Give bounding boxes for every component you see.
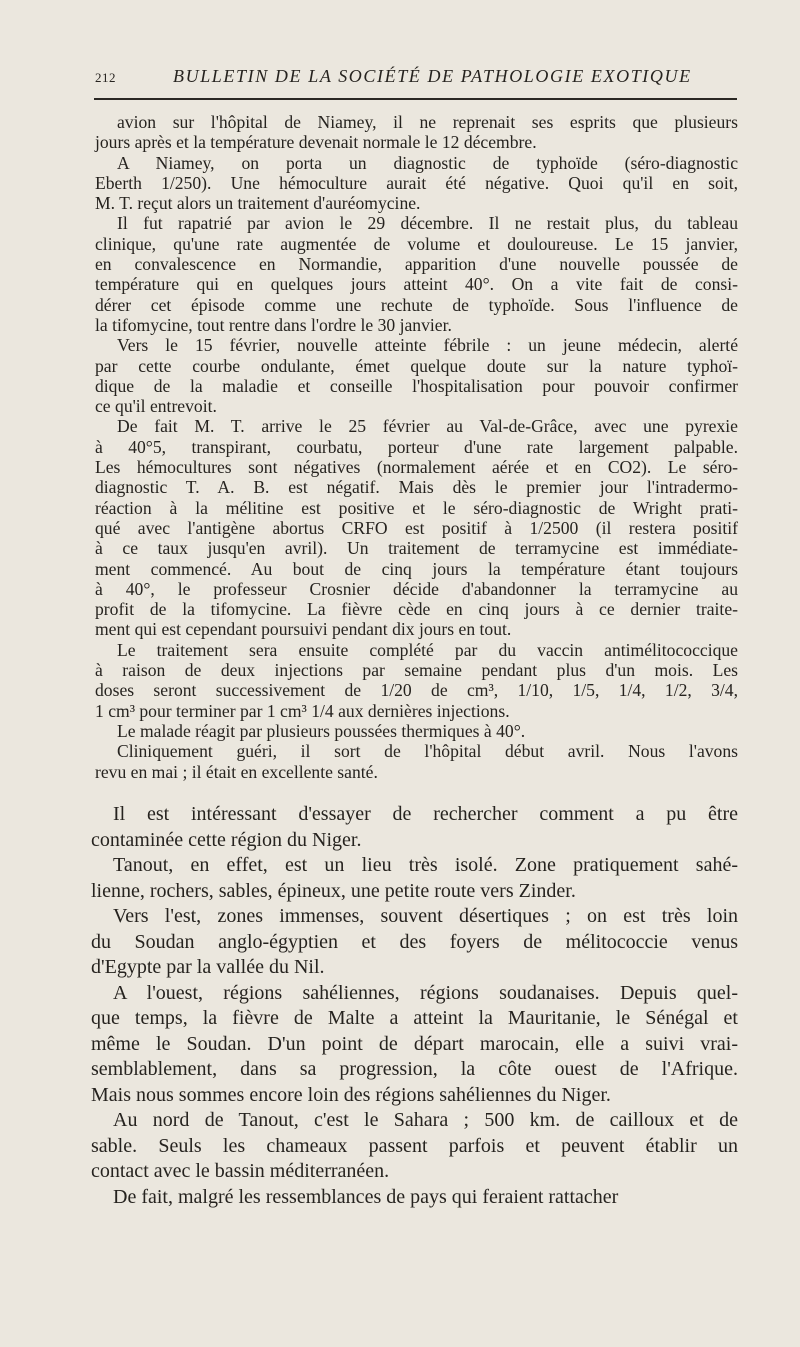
discussion-text: [91, 802, 738, 1210]
case-report-line: ce qu'il entrevoit.: [95, 396, 217, 417]
discussion-line: du Soudan anglo-égyptien et des foyers de mélitococcie venus: [91, 930, 738, 953]
case-report-line: à ce taux jusqu'en avril). Un traitement de terramycine est immédiate-: [95, 538, 738, 559]
page-header: [95, 66, 737, 96]
discussion-line: lienne, rochers, sables, épineux, une petite route vers Zinder.: [91, 879, 576, 902]
discussion-line: sable. Seuls les chameaux passent parfois et peuvent établir un: [91, 1134, 738, 1157]
case-report-line: Vers le 15 février, nouvelle atteinte fébrile : un jeune médecin, alerté: [117, 335, 738, 356]
discussion-line: Mais nous sommes encore loin des régions sahéliennes du Niger.: [91, 1083, 611, 1106]
case-report-line: Les hémocultures sont négatives (normalement aérée et en CO2). Le séro-: [95, 457, 738, 478]
discussion-line: contact avec le bassin méditerranéen.: [91, 1160, 390, 1182]
case-report-line: dérer cet épisode comme une rechute de typhoïde. Sous l'influence de: [95, 294, 738, 315]
case-report-text: [95, 112, 738, 782]
case-report-line: revu en mai ; il était en excellente santé.: [95, 761, 378, 782]
discussion-line: De fait, malgré les ressemblances de pays qui feraient rattacher: [113, 1185, 619, 1208]
case-report-line: Le traitement sera ensuite complété par du vaccin antimélitococcique: [117, 639, 738, 660]
case-report-line: De fait M. T. arrive le 25 février au Val-de-Grâce, avec une pyrexie: [117, 416, 738, 437]
case-report-line: Il fut rapatrié par avion le 29 décembre. Il ne restait plus, du tableau: [117, 213, 738, 234]
case-report-line: la tifomycine, tout rentre dans l'ordre le 30 janvier.: [95, 314, 452, 335]
case-report-line: ment qui est cependant poursuivi pendant dix jours en tout.: [95, 619, 512, 640]
case-report-line: par cette courbe ondulante, émet quelque doute sur la nature typhoï-: [95, 355, 738, 376]
discussion-line: semblablement, dans sa progression, la côte ouest de l'Afrique.: [91, 1058, 738, 1080]
case-report-line: qué avec l'antigène abortus CRFO est positif à 1/2500 (il restera positif: [95, 517, 738, 538]
discussion-line: Il est intéressant d'essayer de rechercher comment a pu être: [113, 803, 738, 825]
case-report-line: Cliniquement guéri, il sort de l'hôpital début avril. Nous l'avons: [117, 741, 738, 762]
case-report-line: dique de la maladie et conseille l'hospitalisation pour pouvoir confirmer: [95, 375, 738, 396]
case-report-line: Le malade réagit par plusieurs poussées thermiques à 40°.: [117, 720, 526, 741]
discussion-line: contaminée cette région du Niger.: [91, 828, 362, 851]
page-number: 212: [95, 70, 116, 85]
case-report-line: avion sur l'hôpital de Niamey, il ne reprenait ses esprits que plusieurs: [117, 112, 738, 132]
case-report-line: à raison de deux injections par semaine pendant plus d'un mois. Les: [95, 660, 738, 681]
case-report-line: profit de la tifomycine. La fièvre cède en cinq jours à ce dernier traite-: [95, 599, 738, 620]
case-report-line: 1 cm³ pour terminer par 1 cm³ 1/4 aux dernières injections.: [95, 700, 510, 721]
case-report-line: jours après et la température devenait normale le 12 décembre.: [95, 132, 537, 153]
discussion-line: Tanout, en effet, est un lieu très isolé. Zone pratiquement sahé-: [113, 854, 738, 876]
case-report-line: diagnostic T. A. B. est négatif. Mais dès le premier jour l'intradermo-: [95, 477, 738, 498]
case-report-line: en convalescence en Normandie, apparition d'une nouvelle poussée de: [95, 254, 738, 275]
header-rule: [94, 98, 737, 100]
discussion-line: même le Soudan. D'un point de départ marocain, elle a suivi vrai-: [91, 1032, 738, 1055]
discussion-line: d'Egypte par la vallée du Nil.: [91, 956, 325, 978]
case-report-line: réaction à la mélitine est positive et le séro-diagnostic de Wright prati-: [95, 497, 738, 518]
case-report-line: doses seront successivement de 1/20 de cm³, 1/10, 1/5, 1/4, 1/2, 3/4,: [95, 680, 738, 701]
discussion-line: Au nord de Tanout, c'est le Sahara ; 500 km. de cailloux et de: [113, 1109, 738, 1131]
discussion-line: Vers l'est, zones immenses, souvent désertiques ; on est très loin: [113, 905, 738, 927]
case-report-line: M. T. reçut alors un traitement d'auréomycine.: [95, 193, 421, 214]
case-report-line: A Niamey, on porta un diagnostic de typhoïde (séro-diagnostic: [117, 152, 738, 173]
case-report-line: Eberth 1/250). Une hémoculture aurait été négative. Quoi qu'il en soit,: [95, 172, 738, 193]
case-report-line: à 40°, le professeur Crosnier décide d'abandonner la terramycine au: [95, 578, 738, 599]
case-report-line: température qui en quelques jours atteint 40°. On a vite fait de consi-: [95, 274, 738, 295]
running-title: BULLETIN DE LA SOCIÉTÉ DE PATHOLOGIE EXOTIQUE: [173, 66, 692, 86]
case-report-line: ment commencé. Au bout de cinq jours la température étant toujours: [95, 558, 738, 579]
case-report-line: clinique, qu'une rate augmentée de volume et douloureuse. Le 15 janvier,: [95, 233, 738, 254]
discussion-line: A l'ouest, régions sahéliennes, régions soudanaises. Depuis quel-: [113, 981, 738, 1004]
case-report-line: à 40°5, transpirant, courbatu, porteur d'une rate largement palpable.: [95, 436, 738, 457]
discussion-line: que temps, la fièvre de Malte a atteint la Mauritanie, le Sénégal et: [91, 1007, 738, 1029]
